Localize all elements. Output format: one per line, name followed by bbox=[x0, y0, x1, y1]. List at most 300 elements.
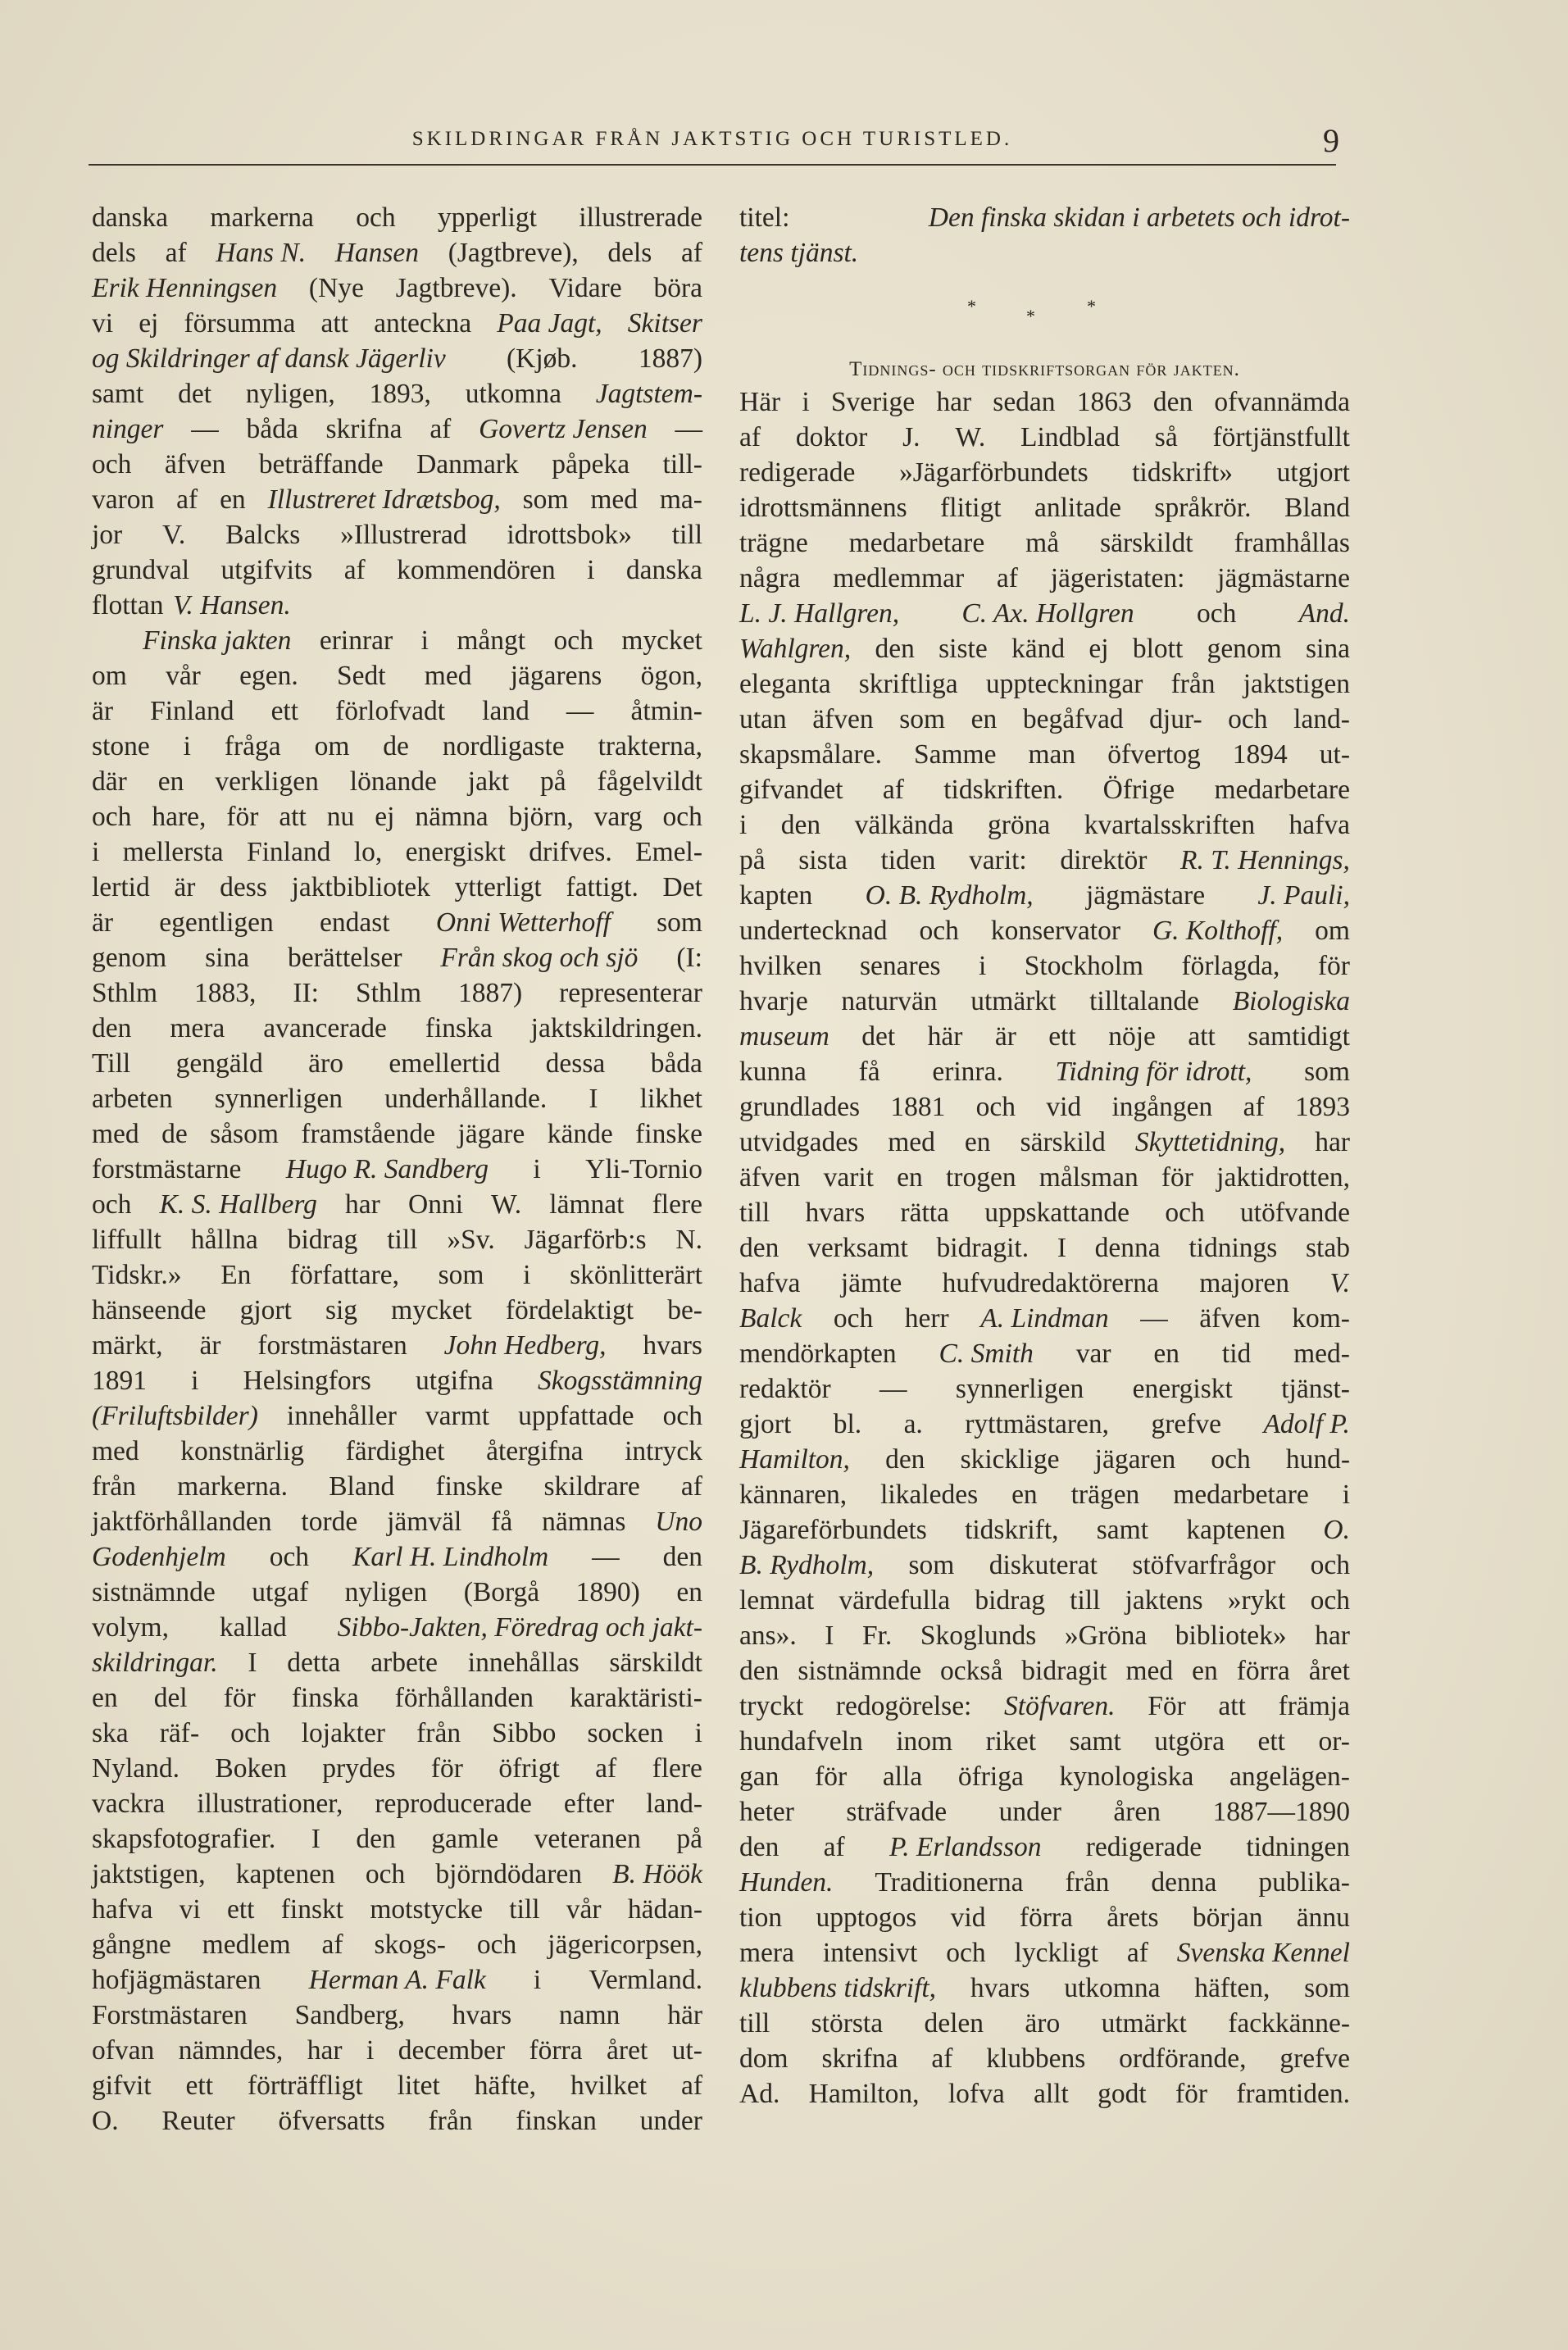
italic-word: J. Pauli, bbox=[1257, 880, 1350, 911]
word: särskild bbox=[1020, 1127, 1106, 1157]
word: af bbox=[595, 1753, 617, 1784]
word: för bbox=[226, 802, 259, 832]
word: innehållas bbox=[467, 1648, 579, 1678]
word: uppskattande bbox=[984, 1198, 1130, 1228]
word: diskuterat bbox=[989, 1550, 1098, 1580]
word: land- bbox=[646, 1789, 702, 1819]
word: uppteckningar bbox=[985, 669, 1143, 699]
text-line bbox=[92, 1645, 702, 1680]
word: nöje bbox=[1108, 1021, 1156, 1052]
text-line bbox=[92, 693, 702, 729]
word: 1893 bbox=[1294, 1092, 1350, 1122]
word: utgöra bbox=[1154, 1726, 1225, 1757]
word: finska bbox=[291, 1683, 359, 1713]
word: kom- bbox=[1292, 1303, 1350, 1334]
word: och bbox=[1310, 1585, 1350, 1616]
word: färdighet bbox=[345, 1436, 445, 1466]
text-line bbox=[92, 1293, 702, 1328]
word: V. bbox=[162, 520, 186, 550]
word: för bbox=[430, 1753, 463, 1784]
word: förra bbox=[1019, 1902, 1073, 1933]
word: (Kjøb. bbox=[507, 343, 578, 374]
word: Vermland. bbox=[589, 1965, 702, 1995]
word: hafva bbox=[739, 1268, 801, 1298]
word: har bbox=[1315, 1620, 1350, 1651]
text-line bbox=[92, 905, 702, 940]
word: Till bbox=[92, 1048, 131, 1079]
word: begåfvad bbox=[1022, 704, 1124, 734]
word: lönande bbox=[349, 766, 437, 797]
section-divider bbox=[739, 270, 1350, 338]
word: N. bbox=[675, 1225, 702, 1255]
word: må bbox=[1025, 528, 1060, 558]
text-line bbox=[92, 1539, 702, 1575]
word: målsman bbox=[1039, 1162, 1139, 1193]
word: framtiden. bbox=[1236, 2079, 1350, 2109]
word: Balcks bbox=[225, 520, 301, 550]
word: finskan bbox=[516, 2106, 597, 2136]
word: Öfrige bbox=[1102, 775, 1175, 805]
right-column-body-text bbox=[739, 384, 1350, 2111]
word: genom bbox=[92, 943, 167, 973]
italic-word: Sibbo-Jakten, Föredrag och jakt- bbox=[337, 1612, 702, 1643]
word: titel: bbox=[739, 202, 790, 233]
text-line bbox=[92, 1257, 702, 1293]
word: jaktstigen bbox=[1243, 669, 1350, 699]
italic-word: og Skildringer af dansk Jägerliv bbox=[92, 343, 446, 374]
word: Sandberg, bbox=[294, 2000, 405, 2030]
word: Onni bbox=[408, 1189, 463, 1220]
word: siste bbox=[939, 634, 988, 664]
word: Helsingfors bbox=[243, 1366, 371, 1396]
word: och bbox=[1228, 704, 1268, 734]
word: till bbox=[739, 2008, 770, 2039]
word: skrifna bbox=[821, 2043, 898, 2074]
word: ryttmästaren, bbox=[965, 1409, 1110, 1439]
word: jägare bbox=[457, 1119, 525, 1149]
word: egen. bbox=[239, 661, 298, 691]
word: som bbox=[438, 1260, 484, 1290]
word: har bbox=[1315, 1127, 1350, 1157]
word: hvars bbox=[970, 1973, 1030, 2003]
word: här bbox=[927, 1021, 963, 1052]
italic-word: C. Ax. Hollgren bbox=[961, 598, 1134, 629]
word: om bbox=[1315, 916, 1350, 946]
word: namn bbox=[559, 2000, 620, 2030]
word: jaktbibliotek bbox=[291, 872, 430, 902]
word: språkrör. bbox=[1154, 493, 1252, 523]
word: som bbox=[522, 484, 569, 515]
italic-word: B. Höök bbox=[612, 1859, 702, 1889]
word: dels bbox=[92, 238, 136, 268]
word: vi bbox=[179, 1894, 201, 1925]
word: forstmästarne bbox=[92, 1154, 242, 1184]
word: i bbox=[533, 1154, 541, 1184]
word: som bbox=[657, 907, 702, 938]
text-line bbox=[92, 1680, 702, 1716]
text-line bbox=[92, 975, 702, 1011]
word: or- bbox=[1318, 1726, 1350, 1757]
word: särskildt bbox=[1100, 528, 1193, 558]
word: arbeten bbox=[92, 1084, 173, 1114]
text-line bbox=[739, 913, 1350, 948]
word: båda bbox=[650, 1048, 702, 1079]
word: i bbox=[183, 731, 191, 761]
word: samtidigt bbox=[1248, 1021, 1350, 1052]
word: mera bbox=[739, 1938, 794, 1968]
word: varg bbox=[593, 802, 643, 832]
word: nämndes, bbox=[178, 2035, 284, 2066]
word: — bbox=[675, 414, 702, 444]
word: och bbox=[476, 1930, 517, 1960]
word: fördelaktigt bbox=[505, 1295, 634, 1325]
word: angelägen- bbox=[1229, 1761, 1350, 1792]
text-line bbox=[739, 420, 1350, 455]
word: nordligaste bbox=[442, 731, 565, 761]
text-line bbox=[739, 1548, 1350, 1583]
word: från bbox=[92, 1471, 136, 1502]
word: tid bbox=[1221, 1339, 1252, 1369]
word: gjort bbox=[239, 1295, 292, 1325]
word: under bbox=[639, 2106, 702, 2136]
header-title: SKILDRINGAR FRÅN JAKTSTIG OCH TURISTLED. bbox=[411, 128, 1013, 150]
word: energiskt bbox=[405, 837, 506, 867]
word: och bbox=[662, 802, 702, 832]
word: från bbox=[416, 1718, 461, 1748]
word: har bbox=[345, 1189, 380, 1220]
word: öfriga bbox=[957, 1761, 1024, 1792]
word: skogs- bbox=[374, 1930, 446, 1960]
word: stab bbox=[1306, 1233, 1350, 1263]
word: (Jagtbreve), bbox=[448, 238, 579, 268]
word: ännu bbox=[1296, 1902, 1350, 1933]
word: — bbox=[566, 696, 594, 726]
word: doktor bbox=[795, 422, 868, 452]
word: fackkänne- bbox=[1228, 2008, 1350, 2039]
word: de bbox=[383, 731, 409, 761]
word: nämna bbox=[415, 802, 489, 832]
text-line bbox=[739, 1512, 1350, 1548]
word: det bbox=[861, 1021, 896, 1052]
word: och bbox=[1196, 598, 1237, 629]
italic-word: Jagtstem- bbox=[595, 379, 702, 409]
word: anlitade bbox=[1034, 493, 1121, 523]
word: man bbox=[1028, 739, 1076, 770]
word: också bbox=[940, 1656, 1003, 1686]
word: till bbox=[509, 1894, 540, 1925]
word: kände bbox=[547, 1119, 613, 1149]
word: häften, bbox=[1194, 1973, 1270, 2003]
italic-word: And. bbox=[1298, 598, 1350, 629]
italic-word: O. bbox=[1323, 1515, 1350, 1545]
word: herr bbox=[904, 1303, 949, 1334]
italic-word: B. Rydholm, bbox=[739, 1550, 875, 1580]
text-line bbox=[92, 1857, 702, 1892]
word: i bbox=[694, 1718, 702, 1748]
word: J. bbox=[902, 422, 920, 452]
text-line bbox=[739, 561, 1350, 596]
word: riket bbox=[985, 1726, 1037, 1757]
word: be- bbox=[667, 1295, 702, 1325]
word: Hamilton, bbox=[808, 2079, 920, 2109]
word: tilltalande bbox=[1089, 986, 1200, 1016]
word: senares bbox=[859, 951, 941, 981]
word: genom bbox=[1207, 634, 1282, 664]
word: det bbox=[178, 379, 212, 409]
word: jaktskildringen. bbox=[530, 1013, 702, 1043]
word: af bbox=[176, 484, 198, 515]
word: äfven bbox=[812, 704, 874, 734]
word: äfven bbox=[1199, 1303, 1261, 1334]
word: danska bbox=[92, 202, 169, 233]
word: hädan- bbox=[627, 1894, 702, 1925]
word: tidskriften. bbox=[943, 775, 1064, 805]
word: ordförande, bbox=[1119, 2043, 1247, 2074]
word: tidskrift» bbox=[1132, 457, 1234, 488]
word: och bbox=[553, 625, 593, 656]
word: lämnat bbox=[549, 1189, 625, 1220]
text-line bbox=[92, 1081, 702, 1116]
word: Sibbo bbox=[492, 1718, 557, 1748]
word: i bbox=[587, 555, 595, 585]
word: varit: bbox=[969, 845, 1027, 875]
text-line bbox=[92, 2068, 702, 2103]
word: 1887) bbox=[458, 978, 523, 1008]
word: vackra bbox=[92, 1789, 166, 1819]
word: »Illustrerad bbox=[340, 520, 467, 550]
text-line bbox=[92, 1328, 702, 1363]
word: tidnings bbox=[1188, 1233, 1278, 1263]
italic-word: Uno bbox=[655, 1507, 702, 1537]
word: lofva bbox=[948, 2079, 1005, 2109]
word: och bbox=[365, 1859, 406, 1889]
italic-word: A. Lindman bbox=[980, 1303, 1109, 1334]
italic-word: Govertz Jensen bbox=[479, 414, 648, 444]
word: denna bbox=[1094, 1233, 1161, 1263]
text-line bbox=[92, 235, 702, 270]
word: Traditionerna bbox=[875, 1867, 1024, 1898]
word: finske bbox=[435, 1471, 503, 1502]
word: ej bbox=[375, 802, 395, 832]
word: finskt bbox=[280, 1894, 344, 1925]
word: björndödaren bbox=[435, 1859, 583, 1889]
word: representerar bbox=[559, 978, 702, 1008]
word: tryckt bbox=[739, 1691, 804, 1721]
word: ett bbox=[185, 2070, 213, 2101]
italic-word: museum bbox=[739, 1021, 829, 1052]
text-line bbox=[92, 1116, 702, 1152]
word: flere bbox=[652, 1189, 702, 1220]
word: jakt bbox=[467, 766, 510, 797]
word: — bbox=[592, 1542, 620, 1572]
word: under bbox=[998, 1797, 1061, 1827]
text-line bbox=[92, 270, 702, 306]
text-line bbox=[739, 384, 1350, 420]
word: en bbox=[92, 1683, 118, 1713]
word: jämte bbox=[840, 1268, 902, 1298]
word: med- bbox=[1293, 1339, 1350, 1369]
word: drifves. bbox=[529, 837, 612, 867]
word: tion bbox=[739, 1902, 783, 1933]
text-line bbox=[739, 1759, 1350, 1794]
word: största bbox=[811, 2008, 884, 2039]
italic-word: Hugo R. Sandberg bbox=[285, 1154, 489, 1184]
word: lojakter bbox=[301, 1718, 386, 1748]
word: finska bbox=[425, 1013, 493, 1043]
word: Jägareförbundets bbox=[739, 1515, 927, 1545]
text-line bbox=[92, 588, 702, 623]
word: eleganta bbox=[739, 669, 831, 699]
italic-word: Stöfvaren. bbox=[1004, 1691, 1116, 1721]
word: af bbox=[680, 2070, 702, 2101]
divider-star: * bbox=[967, 296, 976, 316]
word: till- bbox=[662, 449, 702, 480]
word: gjort bbox=[739, 1409, 792, 1439]
word: åren bbox=[1113, 1797, 1161, 1827]
word: utgifvits bbox=[220, 555, 313, 585]
italic-word: K. S. Hallberg bbox=[159, 1189, 317, 1220]
text-line bbox=[92, 200, 702, 235]
word: till bbox=[739, 1198, 770, 1228]
text-line bbox=[739, 1935, 1350, 1970]
word: W. bbox=[491, 1189, 522, 1220]
word: Tidskr.» bbox=[92, 1260, 182, 1290]
word: i bbox=[420, 625, 429, 656]
word: sträfvade bbox=[846, 1797, 948, 1827]
word: äro bbox=[308, 1048, 343, 1079]
italic-word: ninger bbox=[92, 414, 164, 444]
text-line bbox=[739, 1477, 1350, 1512]
text-line bbox=[92, 1152, 702, 1187]
word: den bbox=[1152, 387, 1193, 417]
word: erinra. bbox=[932, 1057, 1003, 1087]
word: utkomna bbox=[465, 379, 561, 409]
word: skriftliga bbox=[858, 669, 958, 699]
italic-word: Hamilton, bbox=[739, 1444, 850, 1475]
word: den bbox=[885, 1444, 925, 1475]
word: jägarens bbox=[510, 661, 602, 691]
word: hvars bbox=[452, 2000, 512, 2030]
italic-word: Hunden. bbox=[739, 1867, 834, 1898]
word: märkt, bbox=[92, 1330, 163, 1361]
word: jaktförhållanden bbox=[92, 1507, 272, 1537]
italic-word: Skitser bbox=[627, 308, 702, 339]
word: blott bbox=[1132, 634, 1184, 664]
word: arbete bbox=[370, 1648, 439, 1678]
word: jägeristaten: bbox=[1050, 563, 1185, 593]
word: gifvit bbox=[92, 2070, 152, 2101]
word: ofvannämda bbox=[1214, 387, 1350, 417]
word: i bbox=[366, 2035, 375, 2066]
word: och bbox=[946, 1938, 986, 1968]
word: Nyland. bbox=[92, 1753, 180, 1784]
word: på bbox=[676, 1824, 702, 1854]
word: bidrag bbox=[287, 1225, 358, 1255]
word: som bbox=[908, 1550, 955, 1580]
word: skrifna bbox=[325, 414, 402, 444]
word: till bbox=[387, 1225, 418, 1255]
word: öfrigt bbox=[498, 1753, 560, 1784]
word: ett bbox=[1257, 1726, 1285, 1757]
italic-word: Skyttetidning, bbox=[1134, 1127, 1286, 1157]
word: gifvandet bbox=[739, 775, 843, 805]
word: medarbetare bbox=[1214, 775, 1350, 805]
word: björn, bbox=[508, 802, 574, 832]
word: sedan bbox=[993, 387, 1056, 417]
word: ma- bbox=[659, 484, 702, 515]
word: verkligen bbox=[215, 766, 319, 797]
word: förlofvadt bbox=[335, 696, 446, 726]
text-line bbox=[92, 1363, 702, 1398]
word: gröna bbox=[987, 810, 1051, 840]
word: af bbox=[882, 775, 904, 805]
text-line bbox=[739, 737, 1350, 772]
word: hvilken bbox=[739, 951, 822, 981]
text-line bbox=[739, 1583, 1350, 1618]
word: såsom bbox=[210, 1119, 279, 1149]
word: vår bbox=[566, 1894, 602, 1925]
text-line bbox=[92, 1998, 702, 2033]
italic-word: Finska jakten bbox=[143, 625, 292, 656]
word: Vidare bbox=[548, 273, 622, 303]
right-text-column bbox=[739, 200, 1350, 2111]
italic-word: Svenska Kennel bbox=[1176, 1938, 1350, 1968]
italic-word: P. Erlandsson bbox=[889, 1832, 1042, 1862]
word: känd bbox=[1011, 634, 1066, 664]
word: fågelvildt bbox=[597, 766, 702, 797]
italic-word: V. Hansen. bbox=[173, 590, 291, 620]
word: grefve bbox=[1279, 2043, 1350, 2074]
italic-word: Skogsstämning bbox=[537, 1366, 702, 1396]
word: de bbox=[161, 1119, 188, 1149]
word: räf- bbox=[159, 1718, 200, 1748]
italic-word: Herman A. Falk bbox=[308, 1965, 486, 1995]
word: flere bbox=[652, 1753, 702, 1784]
word: synnerligen bbox=[955, 1374, 1084, 1404]
word: som bbox=[1304, 1973, 1350, 2003]
word: En bbox=[220, 1260, 252, 1290]
word: ofvan bbox=[92, 2035, 155, 2066]
word: utmärkt bbox=[1101, 2008, 1187, 2039]
word: är bbox=[199, 1330, 221, 1361]
word: jägericorpsen, bbox=[548, 1930, 702, 1960]
word: en bbox=[1192, 1656, 1218, 1686]
word: har bbox=[307, 2035, 343, 2066]
word: redaktör bbox=[739, 1374, 831, 1404]
word: liffullt bbox=[92, 1225, 161, 1255]
word: Danmark bbox=[416, 449, 519, 480]
text-line bbox=[739, 2076, 1350, 2111]
word: den bbox=[739, 1656, 779, 1686]
word: jaktstigen, bbox=[92, 1859, 206, 1889]
text-line bbox=[92, 1751, 702, 1786]
word: och bbox=[92, 802, 132, 832]
word: i bbox=[979, 951, 987, 981]
word: Jägarförb:s bbox=[524, 1225, 647, 1255]
word: uppfattade bbox=[518, 1401, 634, 1431]
word: stöfvarfrågor bbox=[1132, 1550, 1276, 1580]
word: jor bbox=[92, 520, 123, 550]
word: en bbox=[964, 1127, 991, 1157]
word: bl. bbox=[833, 1409, 862, 1439]
word: varon bbox=[92, 484, 155, 515]
word: ut- bbox=[1319, 739, 1350, 770]
word: utan bbox=[739, 704, 787, 734]
word: konstnärlig bbox=[180, 1436, 304, 1466]
word: Yli-Tornio bbox=[585, 1154, 702, 1184]
italic-word: John Hedberg, bbox=[443, 1330, 607, 1361]
text-line bbox=[739, 878, 1350, 913]
